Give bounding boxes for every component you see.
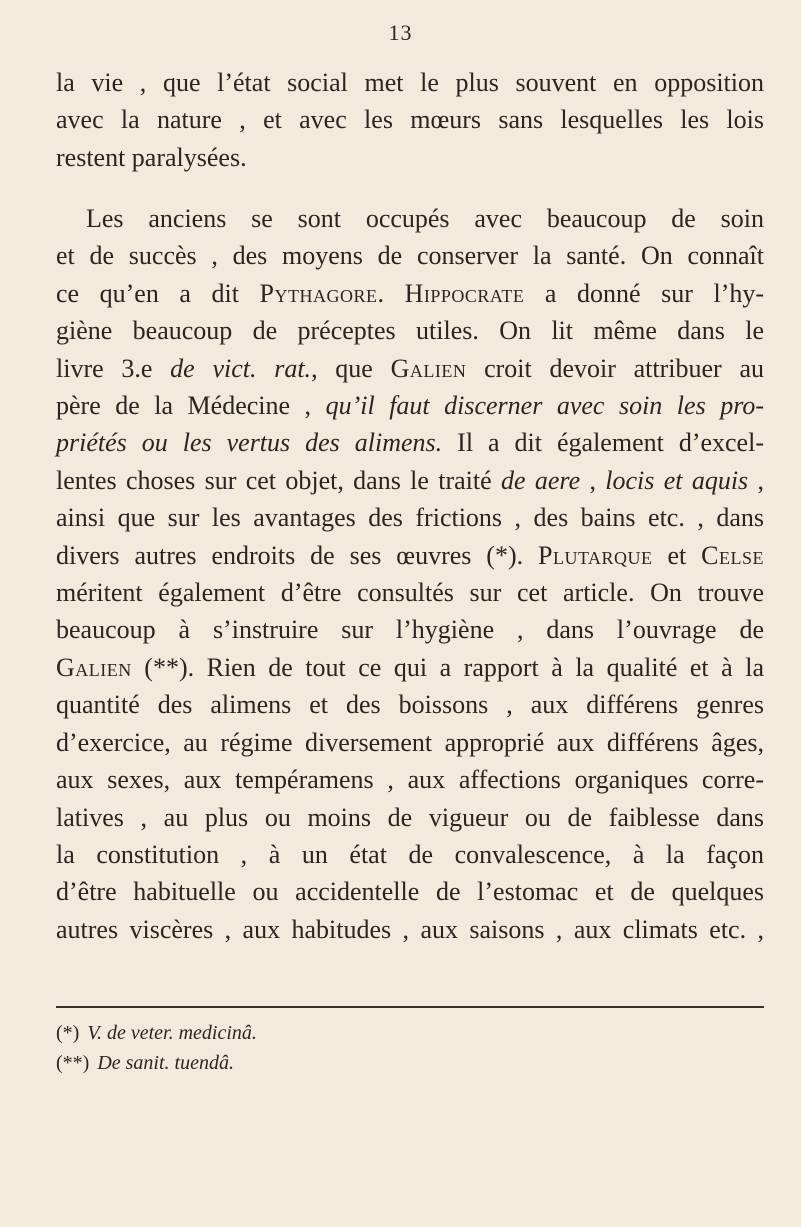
- author-name: Galien: [56, 652, 132, 682]
- text-line: [56, 350, 764, 387]
- text-line: d’être habituelle ou accidentelle de l’estomac et de quelques: [56, 877, 764, 907]
- text-line: latives , au plus ou moins de vigueur ou de faiblesse dans: [56, 802, 764, 832]
- page-number: 13: [388, 20, 413, 45]
- text-segment: Il a dit également d’excel-: [442, 428, 764, 458]
- text-segment: , que: [311, 353, 391, 383]
- author-name: Hippocrate: [404, 278, 525, 308]
- text-segment: livre 3.e: [56, 353, 171, 383]
- work-title: de aere: [501, 465, 581, 495]
- footnote-mark: (*): [56, 1022, 80, 1044]
- author-name: Galien: [390, 353, 467, 383]
- quotation: priétés ou les vertus des alimens.: [56, 428, 443, 458]
- text-segment: ce qu’en a dit: [56, 278, 260, 308]
- author-name: Celse: [701, 540, 765, 570]
- text-line: la vie , que l’état social met le plus souvent en opposition: [56, 68, 764, 97]
- text-line: méritent également d’être consultés sur cet article. On trouve: [56, 578, 764, 608]
- text-line: aux sexes, aux tempéramens , aux affections organiques corre-: [56, 765, 764, 795]
- footnote: [56, 1018, 764, 1048]
- text-line: restent paralysées.: [56, 142, 247, 172]
- text-line: et de succès , des moyens de conserver la santé. On connaît: [56, 241, 764, 271]
- text-segment: (**). Rien de tout ce qui a rapport à la qualité et à la: [131, 652, 764, 682]
- text-segment: père de la Médecine ,: [56, 391, 326, 421]
- text-line: d’exercice, au régime diversement approprié aux différens âges,: [56, 727, 764, 757]
- text-line: beaucoup à s’instruire sur l’hygiène , dans l’ouvrage de: [56, 615, 764, 645]
- quotation: qu’il faut discerner avec soin les pro-: [325, 391, 765, 421]
- footnote: [56, 1048, 764, 1078]
- text-line: quantité des alimens et des boissons , aux différens genres: [56, 690, 764, 720]
- footnote-text: V. de veter. medicinâ.: [87, 1022, 257, 1044]
- text-line: Les anciens se sont occupés avec beaucoup de soin: [86, 204, 764, 233]
- text-segment: a donné sur l’hy-: [524, 278, 765, 308]
- text-line: [56, 649, 764, 686]
- author-name: Pythagore: [259, 278, 378, 308]
- text-segment: lentes choses sur cet objet, dans le traité: [56, 465, 502, 495]
- text-line: [56, 424, 764, 461]
- text-line: giène beaucoup de préceptes utiles. On lit même dans le: [56, 316, 764, 346]
- text-segment: ,: [748, 465, 765, 495]
- work-title: locis et aquis: [605, 465, 749, 495]
- text-line: [56, 387, 764, 424]
- text-line: [56, 275, 764, 312]
- text-segment: divers autres endroits de ses œuvres (*).: [56, 540, 539, 570]
- author-name: Plutarque: [538, 540, 653, 570]
- text-segment: .: [377, 278, 405, 308]
- text-line: autres viscères , aux habitudes , aux saisons , aux climats etc. ,: [56, 914, 764, 944]
- text-segment: ,: [580, 465, 606, 495]
- footnote-mark: (**): [56, 1052, 90, 1074]
- footnote-divider: [56, 1006, 764, 1008]
- text-line: la constitution , à un état de convalescence, à la façon: [56, 839, 764, 869]
- text-line: ainsi que sur les avantages des frictions , des bains etc. , dans: [56, 503, 764, 533]
- paragraph-2: [56, 200, 764, 948]
- footnotes: [56, 1018, 764, 1078]
- text-line: avec la nature , et avec les mœurs sans lesquelles les lois: [56, 105, 764, 135]
- text-segment: et: [652, 540, 702, 570]
- paragraph-1: [56, 64, 764, 176]
- work-title: de vict. rat.: [170, 353, 312, 383]
- footnote-text: De sanit. tuendâ.: [97, 1052, 234, 1074]
- text-line: [56, 537, 764, 574]
- text-line: [56, 462, 764, 499]
- text-segment: croit devoir attribuer au: [466, 353, 764, 383]
